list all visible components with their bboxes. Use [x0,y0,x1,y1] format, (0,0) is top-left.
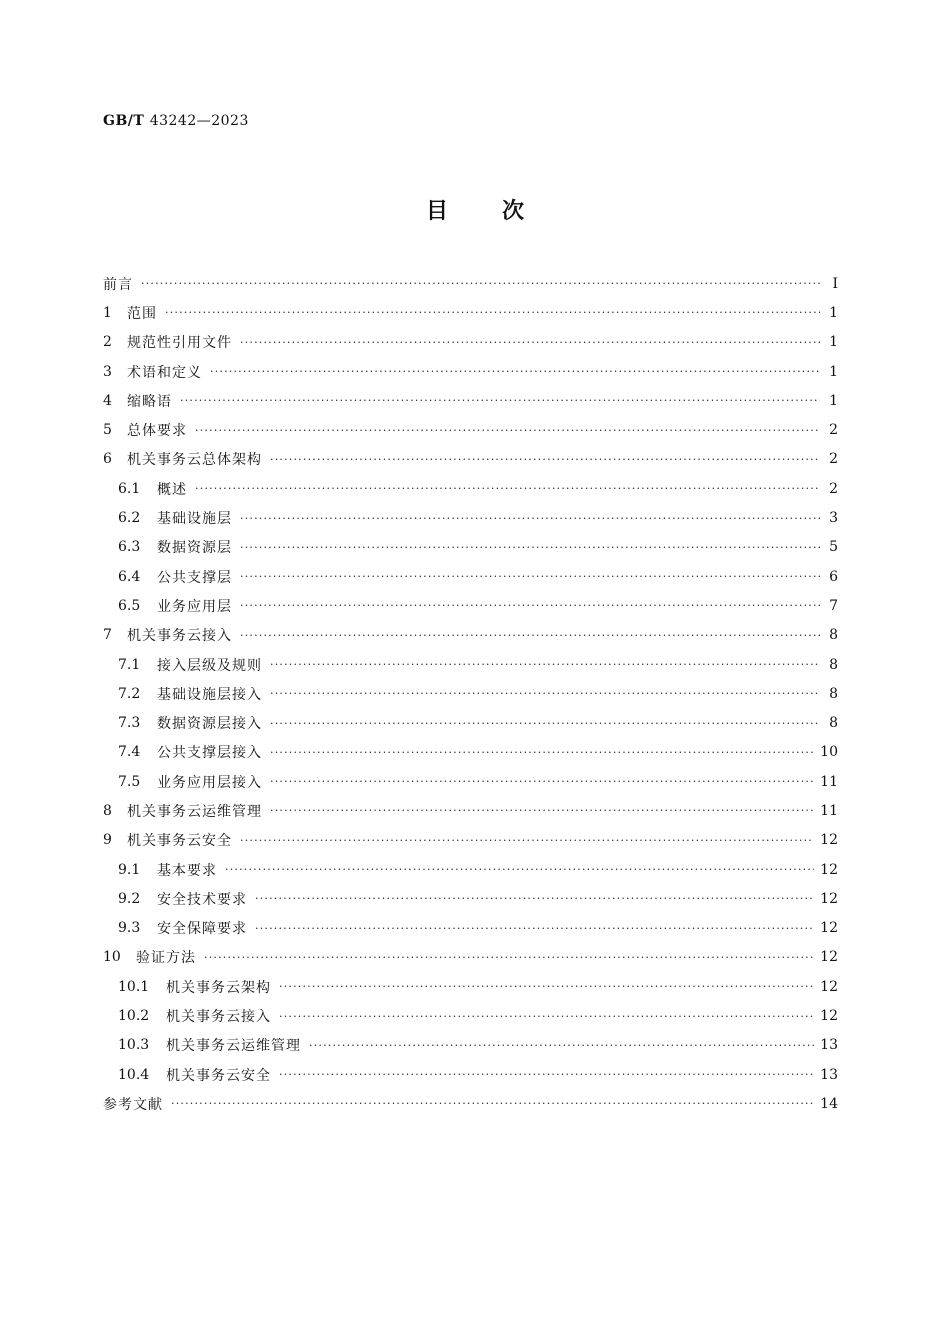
toc-entry-number: 7.5 [118,773,141,790]
toc-entry-page-number: 1 [829,363,838,380]
toc-entry[interactable] [103,386,838,415]
toc-entry-page-number: 5 [829,539,838,556]
toc-dot-leader [225,863,814,876]
toc-entry-number: 10.3 [118,1037,150,1054]
toc-entry-title: 参考文献 [103,1096,163,1113]
toc-entry[interactable] [103,884,838,913]
toc-dot-leader [195,482,820,495]
toc-dot-leader [270,775,814,788]
toc-entry-page-number: 12 [820,861,838,878]
toc-dot-leader [270,746,814,759]
toc-entry[interactable] [103,591,838,620]
toc-entry-title: 缩略语 [127,393,172,410]
toc-dot-leader [240,512,820,525]
toc-entry-number: 2 [103,334,112,351]
toc-entry[interactable] [103,943,838,972]
toc-dot-leader [165,306,820,319]
toc-entry[interactable] [103,503,838,532]
doc-code-number: 43242—2023 [149,113,249,129]
toc-entry[interactable] [103,855,838,884]
toc-entry[interactable] [103,1060,838,1089]
toc-dot-leader [180,394,820,407]
toc-dot-leader [279,980,814,993]
toc-dot-leader [240,629,820,642]
toc-entry-title: 总体要求 [127,423,187,440]
toc-entry-number: 7.2 [118,685,141,702]
toc-entry-page-number: 8 [829,627,838,644]
toc-entry-page-number: 11 [820,802,838,819]
toc-dot-leader [240,541,820,554]
toc-entry-number: 8 [103,802,112,819]
toc-entry-number: 5 [103,422,112,439]
toc-entry-title: 数据资源层接入 [157,716,262,733]
toc-entry-title: 数据资源层 [157,540,232,557]
toc-entry[interactable] [103,533,838,562]
toc-entry[interactable] [103,679,838,708]
toc-entry-title: 机关事务云安全 [127,833,232,850]
toc-entry-page-number: 3 [829,510,838,527]
toc-entry-page-number: 12 [820,920,838,937]
toc-entry-title: 基本要求 [157,862,217,879]
toc-entry-title: 机关事务云接入 [127,628,232,645]
toc-heading-char-2: 次 [502,199,525,224]
toc-entry[interactable] [103,474,838,503]
table-of-contents [103,269,838,1119]
toc-entry-page-number: 1 [829,334,838,351]
toc-entry-number: 6.2 [118,510,141,527]
toc-dot-leader [240,834,814,847]
toc-entry[interactable] [103,708,838,737]
toc-entry-title: 术语和定义 [127,364,202,381]
toc-dot-leader [240,599,820,612]
toc-entry[interactable] [103,796,838,825]
doc-code-prefix: GB/T [103,113,145,129]
toc-entry-page-number: 1 [829,304,838,321]
toc-entry-number: 9.1 [118,861,141,878]
toc-entry-title: 业务应用层 [157,598,232,615]
toc-entry-title: 概述 [157,481,187,498]
toc-entry-title: 机关事务云架构 [166,979,271,996]
toc-entry[interactable] [103,445,838,474]
toc-entry-number: 7.3 [118,715,141,732]
toc-entry[interactable] [103,298,838,327]
toc-dot-leader [270,687,820,700]
toc-entry-page-number: 8 [829,715,838,732]
toc-entry-page-number: 14 [820,1095,838,1112]
toc-entry-title: 机关事务云接入 [166,1009,271,1026]
toc-dot-leader [204,951,814,964]
toc-dot-leader [270,658,820,671]
toc-entry-number: 6.1 [118,480,141,497]
toc-entry-title: 基础设施层接入 [157,686,262,703]
toc-entry-title: 公共支撑层 [157,569,232,586]
toc-entry-title: 公共支撑层接入 [157,745,262,762]
toc-entry-number: 6.4 [118,568,141,585]
toc-entry-title: 机关事务云运维管理 [166,1038,301,1055]
toc-entry-number: 6.5 [118,597,141,614]
toc-entry-page-number: 8 [829,685,838,702]
toc-entry-number: 9.2 [118,890,141,907]
toc-dot-leader [171,1097,814,1110]
toc-dot-leader [255,892,814,905]
toc-entry-title: 机关事务云运维管理 [127,803,262,820]
toc-dot-leader [270,453,820,466]
toc-dot-leader [309,1039,814,1052]
toc-entry[interactable] [103,1031,838,1060]
toc-heading [0,194,950,225]
toc-entry[interactable] [103,826,838,855]
toc-entry-number: 6.3 [118,539,141,556]
toc-entry[interactable] [103,767,838,796]
toc-entry-page-number: 2 [829,422,838,439]
toc-entry-page-number: 7 [829,597,838,614]
toc-entry-page-number: 1 [829,392,838,409]
toc-entry-page-number: 12 [820,1008,838,1025]
toc-entry[interactable] [103,914,838,943]
toc-entry-title: 机关事务云总体架构 [127,452,262,469]
toc-dot-leader [141,277,820,290]
toc-entry[interactable] [103,738,838,767]
toc-entry[interactable] [103,357,838,386]
toc-entry-number: 10.2 [118,1008,150,1025]
toc-entry-number: 4 [103,392,112,409]
toc-entry-page-number: 8 [829,656,838,673]
toc-entry-number: 9 [103,832,112,849]
toc-entry-page-number: 2 [829,451,838,468]
toc-entry[interactable] [103,562,838,591]
toc-entry-number: 6 [103,451,112,468]
toc-entry-title: 范围 [127,305,157,322]
toc-entry-number: 7.1 [118,656,141,673]
toc-entry-title: 基础设施层 [157,511,232,528]
toc-heading-char-1: 目 [425,199,448,224]
toc-entry-page-number: 6 [829,568,838,585]
toc-entry-number: 7 [103,627,112,644]
toc-entry[interactable] [103,1001,838,1030]
toc-entry-title: 接入层级及规则 [157,657,262,674]
toc-entry-page-number: 12 [820,978,838,995]
toc-entry[interactable] [103,650,838,679]
toc-entry-page-number: 12 [820,890,838,907]
toc-entry-title: 安全保障要求 [157,921,247,938]
toc-entry-page-number: Ⅰ [832,275,838,292]
toc-entry-page-number: 10 [820,744,838,761]
toc-entry-title: 业务应用层接入 [157,774,262,791]
toc-dot-leader [240,570,820,583]
toc-entry-title: 规范性引用文件 [127,335,232,352]
toc-dot-leader [279,1068,814,1081]
toc-dot-leader [270,717,820,730]
toc-entry-number: 10.4 [118,1066,150,1083]
toc-entry-title: 前言 [103,276,133,293]
document-code [103,113,249,129]
toc-dot-leader [270,804,814,817]
toc-entry-number: 3 [103,363,112,380]
toc-entry-title: 验证方法 [136,950,196,967]
toc-entry[interactable] [103,415,838,444]
toc-dot-leader [210,365,820,378]
toc-dot-leader [240,336,820,349]
toc-entry-title: 安全技术要求 [157,891,247,908]
toc-entry-page-number: 13 [820,1066,838,1083]
toc-dot-leader [195,424,820,437]
toc-dot-leader [279,1010,814,1023]
toc-entry-number: 7.4 [118,744,141,761]
toc-entry[interactable] [103,621,838,650]
toc-entry-title: 机关事务云安全 [166,1067,271,1084]
toc-entry[interactable] [103,269,838,298]
toc-entry-page-number: 12 [820,949,838,966]
toc-entry[interactable] [103,1089,838,1118]
toc-entry-page-number: 2 [829,480,838,497]
toc-dot-leader [255,922,814,935]
toc-entry[interactable] [103,972,838,1001]
toc-entry-number: 10.1 [118,978,150,995]
toc-entry-page-number: 13 [820,1037,838,1054]
toc-entry-number: 1 [103,304,112,321]
toc-entry[interactable] [103,328,838,357]
toc-entry-number: 9.3 [118,920,141,937]
toc-entry-number: 10 [103,949,121,966]
toc-entry-page-number: 12 [820,832,838,849]
toc-entry-page-number: 11 [820,773,838,790]
